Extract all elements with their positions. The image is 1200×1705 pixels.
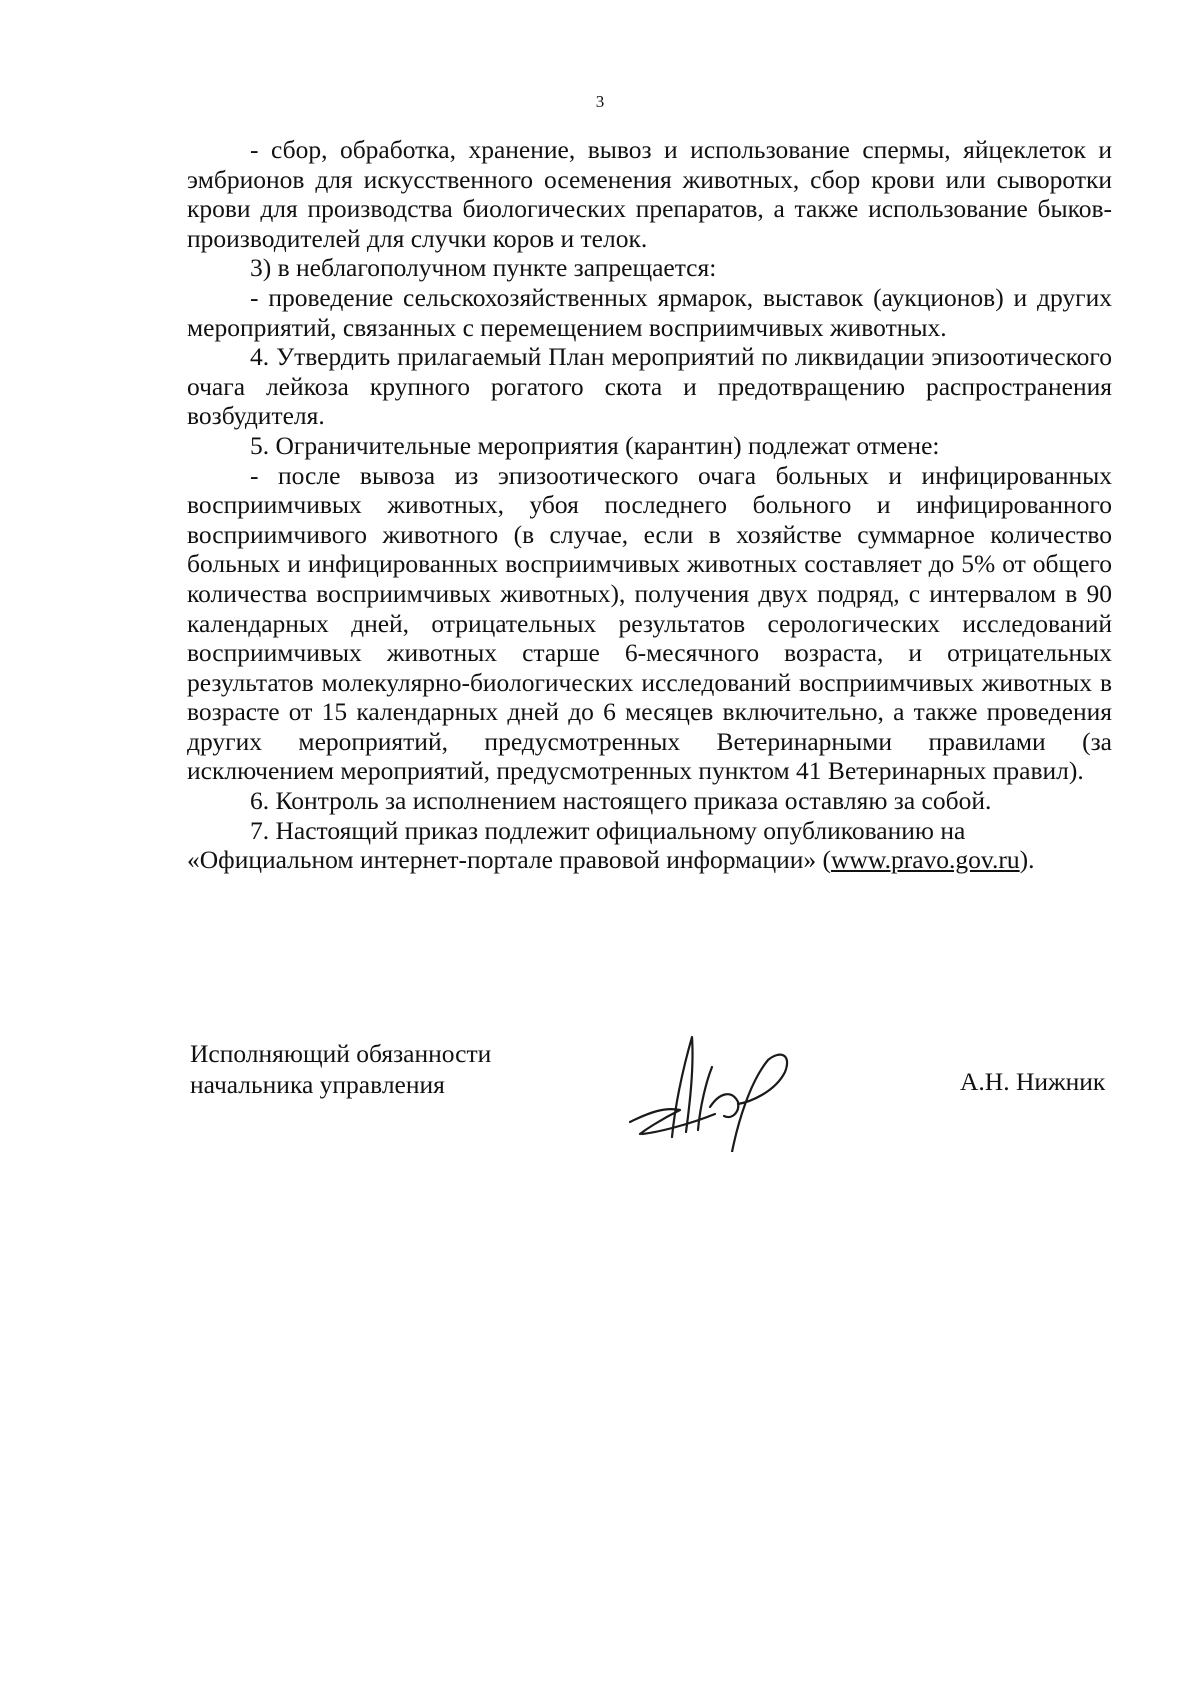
paragraph-prohibited-heading: 3) в неблагополучном пункте запрещается: xyxy=(250,253,717,283)
paragraph-cancel-conditions: - после вывоза из эпизоотического очага больных и инфицированных восприимчивых животных, убоя последнего больного и инфицированного восприимчивого животного (в случае, если в хозяйстве суммарное количество больных и инфицированных восприимчивых животных составляет до 5% от общего количества восприимчивых животных), получения двух подряд, с интервалом в 90 календарных дней, отрицательных результатов серологических исследований восприимчивых животных старше 6-месячного возраста, и отрицательных результатов молекулярно-биологических исследований восприимчивых животных в возрасте от 15 календарных дней до 6 месяцев включительно, а также проведения других мероприятий, предусмотренных Ветеринарными правилами (за исключением мероприятий, предусмотренных пунктом 41 Ветеринарных правил). xyxy=(187,460,1112,786)
document-body xyxy=(187,135,1112,875)
page-number: 3 xyxy=(595,92,605,111)
paragraph-sperm-collection: - сбор, обработка, хранение, вывоз и использование спермы, яйцеклеток и эмбрионов для искусственного осеменения животных, сбор крови или сыворотки крови для производства биологических препаратов, а также использование быков-производителей для случки коров и телок. xyxy=(187,135,1112,253)
signatory-position xyxy=(190,1038,491,1100)
portal-name-text: «Официальном интернет-портале правовой информации» ( xyxy=(187,845,832,875)
portal-suffix-text: ). xyxy=(1019,845,1035,875)
handwritten-signature xyxy=(620,1012,820,1152)
paragraph-fairs: - проведение сельскохозяйственных ярмарок, выставок (аукционов) и других мероприятий, связанных с перемещением восприимчивых животных. xyxy=(187,282,1112,342)
paragraph-publication: 7. Настоящий приказ подлежит официальному опубликованию на xyxy=(250,815,966,845)
paragraph-quarantine-cancel: 5. Ограничительные мероприятия (карантин) подлежат отмене: xyxy=(250,430,940,460)
signatory-name: А.Н. Нижник xyxy=(960,1067,1106,1096)
pravo-link[interactable]: www.pravo.gov.ru xyxy=(831,845,1020,875)
signatory-position-line2: начальника управления xyxy=(190,1070,445,1099)
paragraph-publication-portal xyxy=(187,845,1112,875)
signatory-position-line1: Исполняющий обязанности xyxy=(190,1039,492,1068)
paragraph-control: 6. Контроль за исполнением настоящего приказа оставляю за собой. xyxy=(250,786,992,816)
paragraph-approve-plan: 4. Утвердить прилагаемый План мероприятий по ликвидации эпизоотического очага лейкоза крупного рогатого скота и предотвращению распространения возбудителя. xyxy=(187,342,1112,431)
